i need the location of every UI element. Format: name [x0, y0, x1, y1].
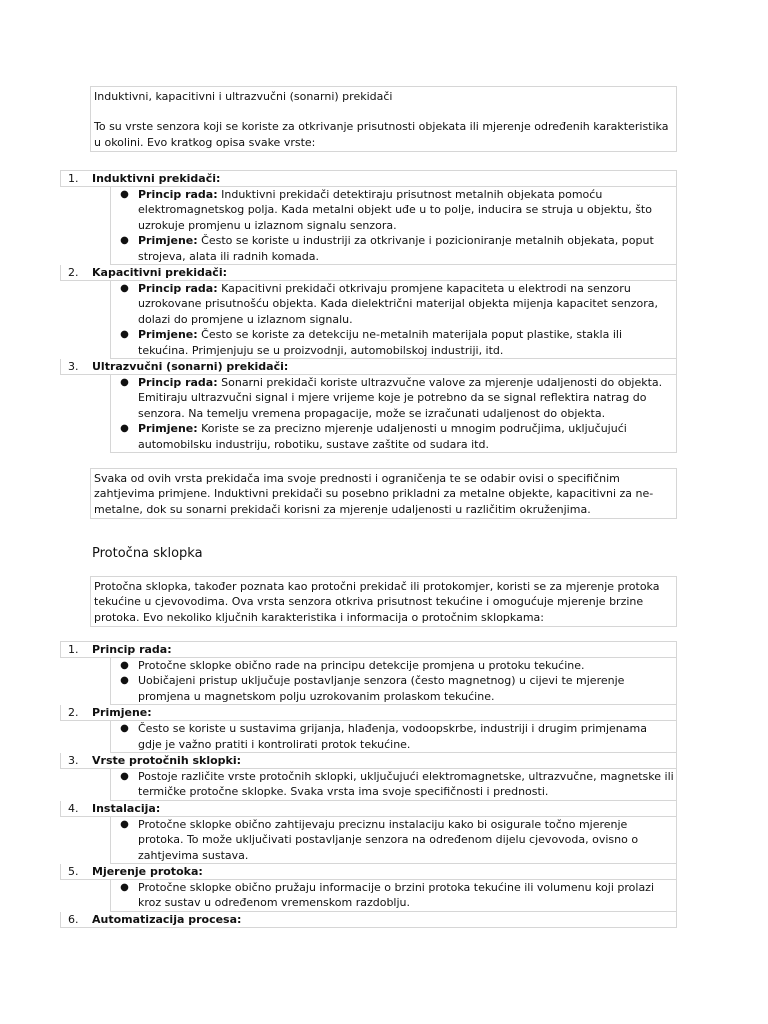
list-item-header	[60, 864, 677, 880]
bullet-item	[111, 769, 676, 800]
intro-block	[90, 86, 677, 152]
list-item-title: Princip rada:	[92, 643, 172, 656]
bullet-list	[110, 375, 677, 453]
bullet-list	[110, 769, 677, 801]
bullet-text	[138, 421, 676, 452]
bullet-body: Sonarni prekidači koriste ultrazvučne valove za mjerenje udaljenosti do objekta. Emitiraju ultrazvučni signal i mjere vrijeme koje je potrebno da se signal reflektira natrag do senzora. Na temelju vremena propagacije, može se izračunati udaljenost do objekta.	[138, 376, 663, 420]
bullet-text	[138, 658, 676, 673]
bullet-dot-icon: ●	[120, 423, 129, 435]
bullet-text	[138, 673, 676, 704]
list-item	[60, 801, 677, 864]
list-item-header	[60, 705, 677, 721]
bullet-item	[111, 327, 676, 358]
flow-intro-block	[90, 576, 677, 627]
bullet-text	[138, 327, 676, 358]
bullet-dot-icon: ●	[120, 723, 129, 735]
list-item	[60, 171, 677, 265]
bullet-body: Induktivni prekidači detektiraju prisutnost metalnih objekata pomoću elektromagnetskog polja. Kada metalni objekt uđe u to polje, inducira se struja u objektu, što uzrokuje promjenu u izlaznom signalu senzora.	[138, 188, 652, 232]
bullet-dot-icon: ●	[120, 660, 129, 671]
list-item	[60, 642, 677, 705]
bullet-text	[138, 375, 676, 421]
bullet-list	[110, 281, 677, 359]
bullet-item	[111, 187, 676, 233]
bullet-label: Primjene:	[138, 328, 198, 342]
bullet-item	[111, 880, 676, 911]
list-item	[60, 864, 677, 912]
list-item-number: 3.	[68, 360, 79, 374]
list-item-header	[60, 801, 677, 817]
list-item-title: Ultrazvučni (sonarni) prekidači:	[92, 360, 289, 374]
list-item-title: Automatizacija procesa:	[92, 912, 242, 926]
bullet-text	[138, 721, 676, 752]
list-item-header	[60, 265, 677, 281]
list-item-number: 1.	[68, 172, 79, 185]
list-item-title: Kapacitivni prekidači:	[92, 266, 227, 280]
list-item-header	[60, 912, 677, 928]
bullet-item	[111, 817, 676, 863]
bullet-body: Često se koriste u industriji za otkrivanje i pozicioniranje metalnih objekata, poput strojeva, alata ili radnih komada.	[138, 234, 654, 263]
bullet-dot-icon: ●	[120, 235, 129, 247]
bullet-body: Često se koriste u sustavima grijanja, hlađenja, vodoopskrbe, industriji i drugim primjenama gdje je važno pratiti i kontrolirati protok tekućine.	[138, 722, 647, 751]
bullet-body: Koriste se za precizno mjerenje udaljenosti u mnogim područjima, uključujući automobilsku industriju, robotiku, sustave zaštite od sudara itd.	[138, 422, 627, 451]
bullet-text	[138, 281, 676, 327]
bullet-dot-icon: ●	[120, 377, 129, 389]
bullet-text	[138, 187, 676, 233]
bullet-dot-icon: ●	[120, 771, 129, 783]
document-title: Induktivni, kapacitivni i ultrazvučni (sonarni) prekidači	[94, 90, 393, 103]
bullet-item	[111, 421, 676, 452]
list-item-title: Primjene:	[92, 706, 152, 720]
section-heading: Protočna sklopka	[92, 546, 203, 561]
bullet-label: Primjene:	[138, 234, 198, 248]
bullet-list	[110, 187, 677, 265]
bullet-dot-icon: ●	[120, 882, 129, 894]
bullet-item	[111, 281, 676, 327]
list-item	[60, 359, 677, 453]
bullet-dot-icon: ●	[120, 283, 129, 295]
bullet-list	[110, 721, 677, 753]
bullet-label: Princip rada:	[138, 188, 218, 201]
list-item-number: 2.	[68, 706, 79, 720]
bullet-list	[110, 880, 677, 912]
bullet-item	[111, 673, 676, 704]
list-item-number: 1.	[68, 643, 79, 656]
bullet-text	[138, 233, 676, 264]
list-item-title: Vrste protočnih sklopki:	[92, 754, 242, 768]
list-item-number: 6.	[68, 912, 79, 926]
list-item	[60, 265, 677, 359]
bullet-label: Princip rada:	[138, 282, 218, 296]
intro-paragraph: To su vrste senzora koji se koriste za otkrivanje prisutnosti objekata ili mjerenje određenih karakteristika u okolini. Evo kratkog opisa svake vrste:	[94, 120, 669, 149]
list-item	[60, 753, 677, 801]
list-item-number: 4.	[68, 801, 79, 815]
bullet-dot-icon: ●	[120, 818, 129, 830]
bullet-text	[138, 817, 676, 863]
list-item-title: Instalacija:	[92, 801, 161, 815]
bullet-dot-icon: ●	[120, 189, 129, 200]
bullet-list	[110, 658, 677, 705]
bullet-text	[138, 769, 676, 800]
list-item-header	[60, 753, 677, 769]
list-item-number: 3.	[68, 754, 79, 768]
bullet-dot-icon: ●	[120, 329, 129, 341]
bullet-body: Kapacitivni prekidači otkrivaju promjene kapaciteta u elektrodi na senzoru uzrokovane prisutnošću objekta. Kada dielektrični materijal objekta mijenja kapacitet senzora, dolazi do promjene u izlaznom signalu.	[138, 282, 659, 326]
list-item-number: 2.	[68, 266, 79, 280]
bullet-item	[111, 233, 676, 264]
bullet-dot-icon: ●	[120, 675, 129, 687]
flow-intro-paragraph: Protočna sklopka, također poznata kao protočni prekidač ili protokomjer, koristi se za mjerenje protoka tekućine u cjevovodima. Ova vrsta senzora otkriva prisutnost tekućine i omogućuje mjerenje brzine protoka. Evo nekoliko ključnih karakteristika i informacija o protočnim sklopkama:	[94, 580, 660, 624]
bullet-body: Uobičajeni pristup uključuje postavljanje senzora (često magnetnog) u cijevi te mjerenje promjena u magnetskom polju uzrokovanim prolaskom tekućine.	[138, 674, 625, 703]
summary-block	[90, 468, 677, 519]
list-item	[60, 912, 677, 928]
bullet-body: Protočne sklopke obično rade na principu detekcije promjena u protoku tekućine.	[138, 659, 585, 672]
bullet-label: Princip rada:	[138, 376, 218, 390]
bullet-body: Često se koriste za detekciju ne-metalnih materijala poput plastike, stakla ili tekućina. Primjenjuju se u proizvodnji, automobilskoj industriji, itd.	[138, 328, 622, 357]
bullet-text	[138, 880, 676, 911]
bullet-item	[111, 721, 676, 752]
flow-switch-list	[60, 641, 677, 928]
list-item-header	[60, 642, 677, 658]
bullet-body: Protočne sklopke obično pružaju informacije o brzini protoka tekućine ili volumenu koji prolazi kroz sustav u određenom vremenskom razdoblju.	[138, 881, 655, 910]
summary-paragraph: Svaka od ovih vrsta prekidača ima svoje prednosti i ograničenja te se odabir ovisi o specifičnim zahtjevima primjene. Induktivni prekidači su posebno prikladni za metalne objekte, kapacitivni za ne-metalne, dok su sonarni prekidači korisni za mjerenje udaljenosti u različitim okruženjima.	[94, 472, 654, 516]
list-item	[60, 705, 677, 753]
list-item-header	[60, 171, 677, 187]
list-item-title: Mjerenje protoka:	[92, 865, 203, 879]
bullet-label: Primjene:	[138, 422, 198, 436]
bullet-body: Postoje različite vrste protočnih sklopki, uključujući elektromagnetske, ultrazvučne, magnetske ili termičke protočne sklopke. Svaka vrsta ima svoje specifičnosti i prednosti.	[138, 770, 674, 799]
list-item-number: 5.	[68, 865, 79, 879]
sensor-types-list	[60, 170, 677, 453]
bullet-list	[110, 817, 677, 864]
bullet-item	[111, 658, 676, 673]
list-item-title: Induktivni prekidači:	[92, 172, 221, 185]
bullet-item	[111, 375, 676, 421]
bullet-body: Protočne sklopke obično zahtijevaju preciznu instalaciju kako bi osigurale točno mjerenje protoka. To može uključivati postavljanje senzora na određenom dijelu cjevovoda, ovisno o zahtjevima sustava.	[138, 817, 639, 862]
list-item-header	[60, 359, 677, 375]
